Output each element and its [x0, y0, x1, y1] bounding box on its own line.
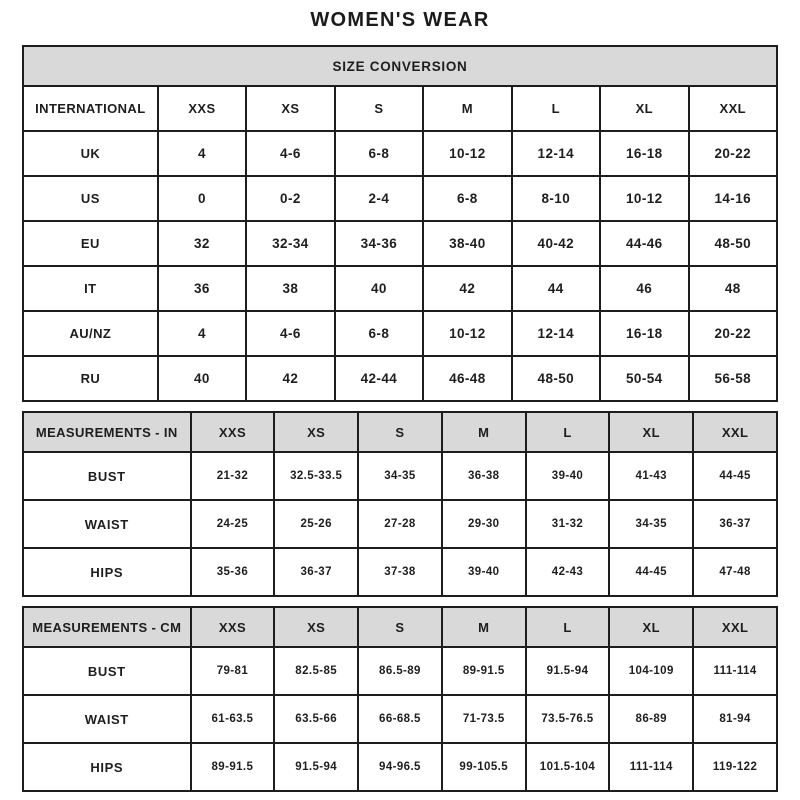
- column-header-xl: XL: [600, 86, 688, 131]
- table-cell: 4-6: [246, 311, 334, 356]
- table-cell: 32.5-33.5: [274, 452, 358, 500]
- row-label: US: [23, 176, 158, 221]
- table-cell: 50-54: [600, 356, 688, 401]
- table-cell: 104-109: [609, 647, 693, 695]
- row-label: AU/NZ: [23, 311, 158, 356]
- row-label: BUST: [23, 452, 191, 500]
- table-cell: 42: [246, 356, 334, 401]
- table-cell: 4: [158, 311, 246, 356]
- size-conversion-table: [22, 45, 778, 402]
- table-cell: 38-40: [423, 221, 511, 266]
- table-cell: 8-10: [512, 176, 600, 221]
- table-cell: 34-35: [358, 452, 442, 500]
- table-cell: 81-94: [693, 695, 777, 743]
- table-cell: 10-12: [423, 311, 511, 356]
- table-cell: 36-37: [274, 548, 358, 596]
- column-header-m: M: [442, 607, 526, 647]
- table-header-row: [23, 86, 777, 131]
- table-cell: 99-105.5: [442, 743, 526, 791]
- page-title: WOMEN'S WEAR: [310, 9, 490, 31]
- table-cell: 34-36: [335, 221, 423, 266]
- table-cell: 89-91.5: [191, 743, 275, 791]
- table-cell: 14-16: [689, 176, 777, 221]
- table-cell: 4: [158, 131, 246, 176]
- column-header-xxl: XXL: [693, 607, 777, 647]
- table-row-it: [23, 266, 777, 311]
- table-cell: 44-45: [693, 452, 777, 500]
- table-cell: 40: [158, 356, 246, 401]
- table-cell: 79-81: [191, 647, 275, 695]
- table-cell: 44: [512, 266, 600, 311]
- column-header-xxs: XXS: [191, 412, 275, 452]
- table-cell: 42: [423, 266, 511, 311]
- table-cell: 16-18: [600, 311, 688, 356]
- table-cell: 4-6: [246, 131, 334, 176]
- table-cell: 10-12: [423, 131, 511, 176]
- table-cell: 42-44: [335, 356, 423, 401]
- table-row-uk: [23, 131, 777, 176]
- table-cell: 6-8: [423, 176, 511, 221]
- table-cell: 46-48: [423, 356, 511, 401]
- table-cell: 41-43: [609, 452, 693, 500]
- row-label: RU: [23, 356, 158, 401]
- table-cell: 6-8: [335, 131, 423, 176]
- table-row-bust: [23, 452, 777, 500]
- table-cell: 42-43: [526, 548, 610, 596]
- table-cell: 46: [600, 266, 688, 311]
- table-cell: 6-8: [335, 311, 423, 356]
- table-header-row: [23, 412, 777, 452]
- table-row-bust: [23, 647, 777, 695]
- table-cell: 12-14: [512, 311, 600, 356]
- row-label: UK: [23, 131, 158, 176]
- column-header-xl: XL: [609, 607, 693, 647]
- column-header-l: L: [526, 412, 610, 452]
- row-label: IT: [23, 266, 158, 311]
- table-cell: 38: [246, 266, 334, 311]
- column-header-s: S: [335, 86, 423, 131]
- table-row-aunz: [23, 311, 777, 356]
- table-cell: 32-34: [246, 221, 334, 266]
- table-cell: 20-22: [689, 131, 777, 176]
- table-row-hips: [23, 548, 777, 596]
- table-cell: 86-89: [609, 695, 693, 743]
- table-cell: 48-50: [689, 221, 777, 266]
- table-cell: 32: [158, 221, 246, 266]
- table-header-row: [23, 607, 777, 647]
- table-cell: 0: [158, 176, 246, 221]
- column-header-xxs: XXS: [191, 607, 275, 647]
- measurements-cm-table: [22, 606, 778, 792]
- table-cell: 21-32: [191, 452, 275, 500]
- table-cell: 39-40: [442, 548, 526, 596]
- column-header-xxl: XXL: [693, 412, 777, 452]
- table-cell: 101.5-104: [526, 743, 610, 791]
- row-label: WAIST: [23, 695, 191, 743]
- table-row-hips: [23, 743, 777, 791]
- table-cell: 91.5-94: [526, 647, 610, 695]
- table-cell: 39-40: [526, 452, 610, 500]
- content: [22, 45, 778, 792]
- row-label: HIPS: [23, 743, 191, 791]
- table-cell: 71-73.5: [442, 695, 526, 743]
- column-header-xxs: XXS: [158, 86, 246, 131]
- table-cell: 0-2: [246, 176, 334, 221]
- table-cell: 73.5-76.5: [526, 695, 610, 743]
- table-cell: 27-28: [358, 500, 442, 548]
- table-cell: 56-58: [689, 356, 777, 401]
- column-header-s: S: [358, 412, 442, 452]
- table-cell: 119-122: [693, 743, 777, 791]
- column-header-xs: XS: [246, 86, 334, 131]
- table-cell: 36: [158, 266, 246, 311]
- table-row-waist: [23, 695, 777, 743]
- table-cell: 94-96.5: [358, 743, 442, 791]
- table-cell: 40: [335, 266, 423, 311]
- table-cell: 2-4: [335, 176, 423, 221]
- table-row-us: [23, 176, 777, 221]
- table-cell: 31-32: [526, 500, 610, 548]
- table-cell: 35-36: [191, 548, 275, 596]
- table-row-ru: [23, 356, 777, 401]
- table-cell: 25-26: [274, 500, 358, 548]
- table-cell: 36-38: [442, 452, 526, 500]
- table-cell: 47-48: [693, 548, 777, 596]
- table-cell: 29-30: [442, 500, 526, 548]
- table-cell: 61-63.5: [191, 695, 275, 743]
- column-header-s: S: [358, 607, 442, 647]
- table-cell: 34-35: [609, 500, 693, 548]
- table-cell: 91.5-94: [274, 743, 358, 791]
- column-header-xl: XL: [609, 412, 693, 452]
- column-header-xs: XS: [274, 607, 358, 647]
- column-header-xs: XS: [274, 412, 358, 452]
- row-label: BUST: [23, 647, 191, 695]
- table-cell: 36-37: [693, 500, 777, 548]
- column-header-l: L: [512, 86, 600, 131]
- table-cell: 24-25: [191, 500, 275, 548]
- table-cell: 10-12: [600, 176, 688, 221]
- table-cell: 66-68.5: [358, 695, 442, 743]
- table-cell: 86.5-89: [358, 647, 442, 695]
- table-cell: 16-18: [600, 131, 688, 176]
- table-cell: 44-45: [609, 548, 693, 596]
- row-label: WAIST: [23, 500, 191, 548]
- table-cell: 111-114: [609, 743, 693, 791]
- column-header-l: L: [526, 607, 610, 647]
- measurements-in-table: [22, 411, 778, 597]
- table-cell: 111-114: [693, 647, 777, 695]
- table-cell: 48: [689, 266, 777, 311]
- table-cell: 20-22: [689, 311, 777, 356]
- table-row-waist: [23, 500, 777, 548]
- column-header-international: INTERNATIONAL: [23, 86, 158, 131]
- table-cell: 37-38: [358, 548, 442, 596]
- table-cell: 48-50: [512, 356, 600, 401]
- row-label: HIPS: [23, 548, 191, 596]
- column-header-m: M: [442, 412, 526, 452]
- size-conversion-title: SIZE CONVERSION: [23, 46, 777, 86]
- table-cell: 44-46: [600, 221, 688, 266]
- column-header-xxl: XXL: [689, 86, 777, 131]
- table-cell: 82.5-85: [274, 647, 358, 695]
- table-cell: 63.5-66: [274, 695, 358, 743]
- measurements-cm-title: MEASUREMENTS - CM: [23, 607, 191, 647]
- table-cell: 12-14: [512, 131, 600, 176]
- table-cell: 89-91.5: [442, 647, 526, 695]
- row-label: EU: [23, 221, 158, 266]
- table-cell: 40-42: [512, 221, 600, 266]
- table-row-eu: [23, 221, 777, 266]
- column-header-m: M: [423, 86, 511, 131]
- table-banner-row: [23, 46, 777, 86]
- measurements-in-title: MEASUREMENTS - IN: [23, 412, 191, 452]
